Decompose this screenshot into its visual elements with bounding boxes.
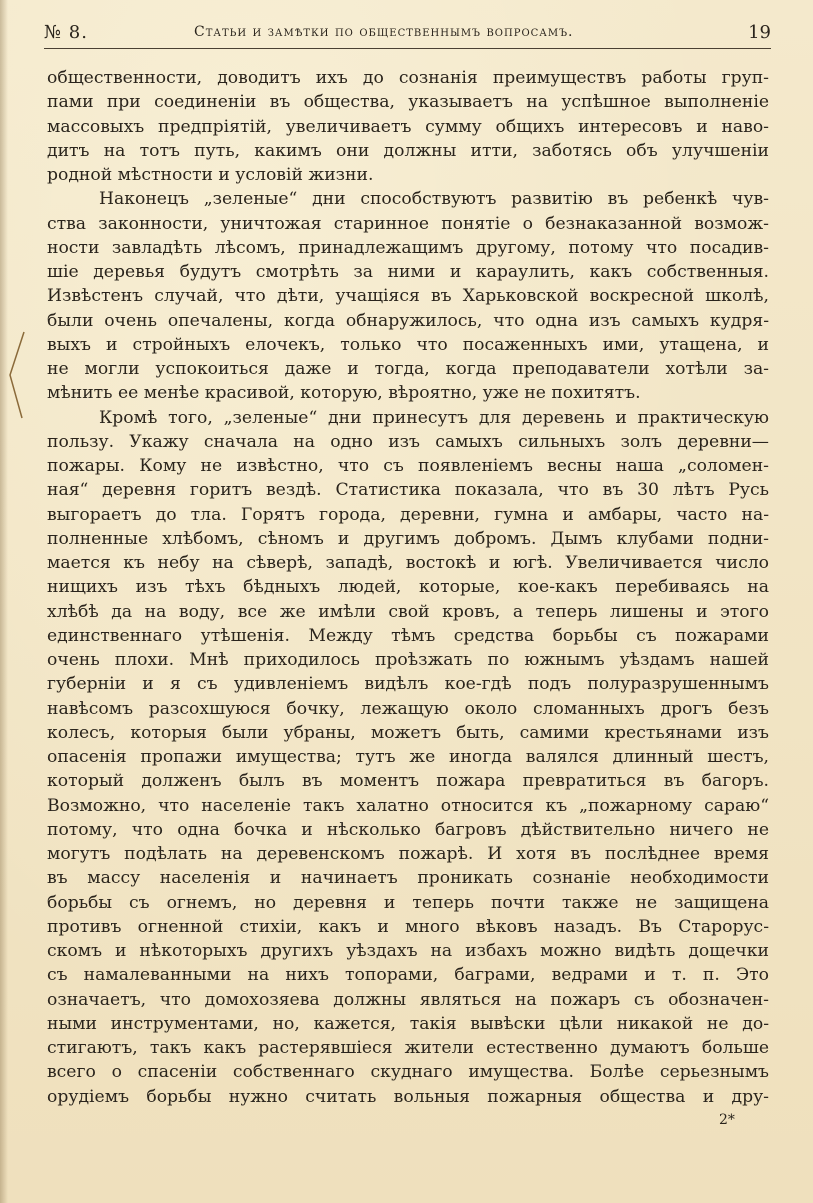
text-line: мѣнить ее менѣе красивой, которую, вѣроятно, уже не похитятъ. [47, 383, 641, 404]
text-line: противъ огненной стихіи, какъ и много вѣковъ назадъ. Въ Старорус- [47, 916, 769, 937]
page-binding-shadow [0, 0, 8, 1203]
text-line: Извѣстенъ случай, что дѣти, учащіяся въ Харьковской воскресной школѣ, [47, 286, 769, 307]
text-line: съ намалеванными на нихъ топорами, баграми, ведрами и т. п. Это [47, 965, 769, 986]
text-line: нищихъ изъ тѣхъ бѣдныхъ людей, которые, кое-какъ перебиваясь на [47, 577, 769, 598]
text-line: Кромѣ того, „зеленые“ дни принесутъ для деревень и практическую [99, 407, 769, 428]
text-line: ства законности, уничтожая старинное понятіе о безнаказанной возмож- [47, 213, 769, 234]
text-line: въ массу населенія и начинаетъ проникать сознаніе необходимости [47, 868, 769, 889]
text-line: очень плохи. Мнѣ приходилось проѣзжать по южнымъ уѣздамъ нашей [47, 650, 769, 670]
text-line: не могли успокоиться даже и тогда, когда преподаватели хотѣли за- [47, 359, 769, 379]
text-line: всего о спасеніи собственнаго скуднаго имущества. Болѣе серьезнымъ [47, 1062, 769, 1083]
text-line: орудіемъ борьбы нужно считать вольныя пожарныя общества и дру- [47, 1086, 769, 1107]
text-line: Возможно, что населеніе такъ халатно относится къ „пожарному сараю“ [47, 795, 769, 816]
text-line: потому, что одна бочка и нѣсколько багровъ дѣйствительно ничего не [47, 819, 769, 840]
text-line: скомъ и нѣкоторыхъ другихъ уѣздахъ на избахъ можно видѣть дощечки [47, 941, 769, 961]
text-line: стигаютъ, такъ какъ растерявшіеся жители естественно думаютъ больше [47, 1038, 769, 1058]
text-line: выхъ и стройныхъ елочекъ, только что посаженныхъ ими, утащена, и [47, 334, 769, 355]
signature-mark: 2* [719, 1112, 735, 1128]
text-line: ная“ деревня горитъ вездѣ. Статистика показала, что въ 30 лѣтъ Русь [47, 480, 769, 501]
text-line: единственнаго утѣшенія. Между тѣмъ средства борьбы съ пожарами [47, 625, 769, 646]
pencil-margin-mark [4, 330, 28, 420]
text-line: родной мѣстности и условій жизни. [47, 165, 374, 185]
text-line: ности завладѣть лѣсомъ, принадлежащимъ другому, потому что посадив- [47, 237, 769, 258]
text-line: полненные хлѣбомъ, сѣномъ и другимъ добромъ. Дымъ клубами подни- [47, 528, 769, 549]
text-line: губерніи и я съ удивленіемъ видѣлъ кое-гдѣ подъ полуразрушеннымъ [47, 674, 769, 695]
text-line: выгораетъ до тла. Горятъ города, деревни, гумна и амбары, часто на- [47, 504, 769, 525]
text-line: мается къ небу на сѣверѣ, западѣ, востокѣ и югѣ. Увеличивается число [47, 553, 769, 573]
article-body [47, 66, 769, 1136]
running-header [44, 22, 771, 49]
text-line: Наконецъ „зеленые“ дни способствуютъ развитію въ ребенкѣ чув- [99, 189, 769, 210]
text-line: навѣсомъ разсохшуюся бочку, лежащую около сломанныхъ дрогъ безъ [47, 698, 769, 719]
text-line: пользу. Укажу сначала на одно изъ самыхъ сильныхъ золъ деревни— [47, 431, 769, 452]
section-title: Статьи и замѣтки по общественнымъ вопросамъ. [194, 24, 574, 40]
text-line: ными инструментами, но, кажется, такія вывѣски цѣли никакой не до- [47, 1013, 769, 1034]
text-line: шіе деревья будутъ смотрѣть за ними и караулить, какъ собственныя. [47, 262, 769, 282]
page-number: 19 [748, 22, 771, 43]
text-line: массовыхъ предпріятій, увеличиваетъ сумму общихъ интересовъ и наво- [47, 116, 769, 137]
text-line: дитъ на тотъ путь, какимъ они должны итти, заботясь объ улучшеніи [47, 140, 769, 161]
text-line: борьбы съ огнемъ, но деревня и теперь почти также не защищена [47, 892, 769, 913]
text-line: колесъ, которыя были убраны, можетъ быть, самими крестьянами изъ [47, 722, 769, 743]
text-line: пожары. Кому не извѣстно, что съ появленіемъ весны наша „соломен- [47, 456, 769, 476]
text-line: пами при соединеніи въ общества, указываетъ на успѣшное выполненіе [47, 92, 769, 113]
text-line: который долженъ былъ въ моментъ пожара превратиться въ багоръ. [47, 771, 769, 792]
text-line: хлѣбѣ да на воду, все же имѣли свой кровъ, а теперь лишены и этого [47, 601, 769, 622]
text-line: опасенія пропажи имущества; тутъ же иногда валялся длинный шестъ, [47, 747, 769, 767]
issue-number: № 8. [44, 22, 88, 43]
text-line: были очень опечалены, когда обнаружилось, что одна изъ самыхъ кудря- [47, 310, 769, 331]
text-line: означаетъ, что домохозяева должны являться на пожаръ съ обозначен- [47, 989, 769, 1010]
text-line: могутъ подѣлать на деревенскомъ пожарѣ. И хотя въ послѣднее время [47, 844, 769, 864]
text-line: общественности, доводитъ ихъ до сознанія преимуществъ работы груп- [47, 68, 769, 88]
